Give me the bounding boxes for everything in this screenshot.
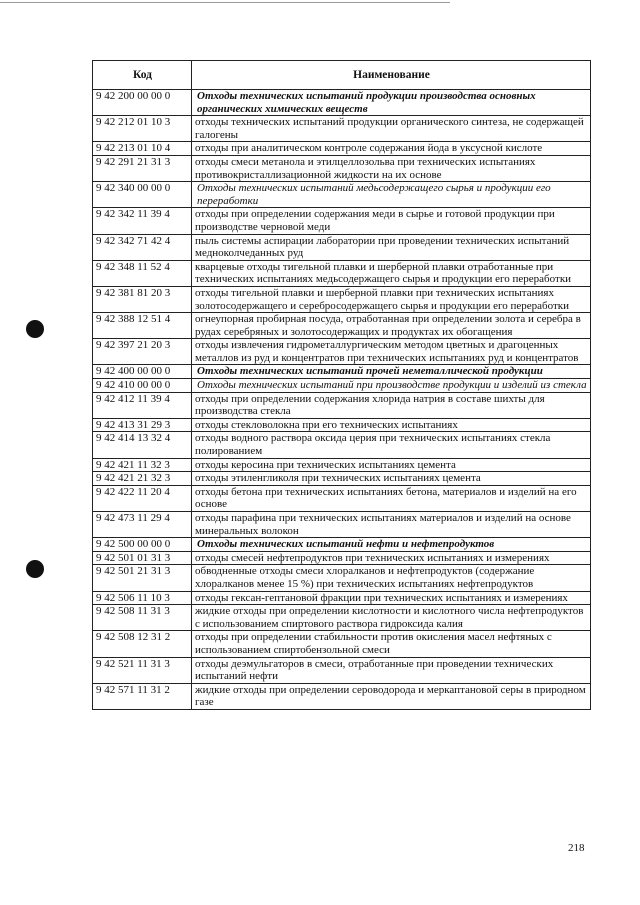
- row-code: 9 42 473 11 29 4: [93, 512, 192, 538]
- row-name: обводненные отходы смеси хлоралканов и нефтепродуктов (содержание хлоралканов менее 15 %) при технических испытаниях нефтепродуктов: [192, 565, 591, 591]
- row-name: жидкие отходы при определении кислотности и кислотного числа нефтепродуктов с использованием спиртового раствора гидроксида калия: [192, 605, 591, 631]
- row-code: 9 42 340 00 00 0: [93, 182, 192, 208]
- row-name: отходы смеси метанола и этилцеллозольва при технических испытаниях противокристаллизационной жидкости на их основе: [192, 155, 591, 181]
- row-code: 9 42 213 01 10 4: [93, 142, 192, 156]
- table-row: [93, 379, 591, 393]
- row-code: 9 42 421 11 32 3: [93, 458, 192, 472]
- row-name: Отходы технических испытаний нефти и нефтепродуктов: [192, 538, 591, 552]
- row-code: 9 42 400 00 00 0: [93, 365, 192, 379]
- table-row: [93, 182, 591, 208]
- row-code: 9 42 410 00 00 0: [93, 379, 192, 393]
- row-code: 9 42 397 21 20 3: [93, 339, 192, 365]
- table-row: [93, 116, 591, 142]
- row-name: отходы смесей нефтепродуктов при технических испытаниях и измерениях: [192, 551, 591, 565]
- table-header-row: [93, 61, 591, 90]
- row-code: 9 42 506 11 10 3: [93, 591, 192, 605]
- row-code: 9 42 200 00 00 0: [93, 90, 192, 116]
- page-number: 218: [568, 842, 585, 854]
- binder-hole: [26, 560, 44, 578]
- table-row: [93, 155, 591, 181]
- row-code: 9 42 291 21 31 3: [93, 155, 192, 181]
- table-row: [93, 551, 591, 565]
- row-code: 9 42 413 31 29 3: [93, 418, 192, 432]
- row-name: кварцевые отходы тигельной плавки и шерберной плавки отработанные при технических испытаниях медьсодержащего сырья и продукции его переработки: [192, 260, 591, 286]
- row-code: 9 42 388 12 51 4: [93, 313, 192, 339]
- row-name: Отходы технических испытаний медьсодержащего сырья и продукции его переработки: [192, 182, 591, 208]
- table-row: [93, 591, 591, 605]
- table-row: [93, 90, 591, 116]
- row-name: отходы парафина при технических испытаниях материалов и изделий на основе минеральных волокон: [192, 512, 591, 538]
- row-code: 9 42 501 21 31 3: [93, 565, 192, 591]
- row-name: Отходы технических испытаний при производстве продукции и изделий из стекла: [192, 379, 591, 393]
- table-row: [93, 472, 591, 486]
- table-row: [93, 339, 591, 365]
- row-name: отходы водного раствора оксида церия при технических испытаниях стекла полированием: [192, 432, 591, 458]
- waste-codes-table: [92, 60, 591, 710]
- row-name: отходы деэмульгаторов в смеси, отработанные при проведении технических испытаний нефти: [192, 657, 591, 683]
- table-row: [93, 392, 591, 418]
- table-row: [93, 365, 591, 379]
- row-name: Отходы технических испытаний продукции производства основных органических химических веществ: [192, 90, 591, 116]
- row-code: 9 42 508 12 31 2: [93, 631, 192, 657]
- table-row: [93, 512, 591, 538]
- header-code: Код: [93, 61, 192, 90]
- top-rule: [0, 2, 450, 3]
- row-name: отходы бетона при технических испытаниях бетона, материалов и изделий на его основе: [192, 485, 591, 511]
- table-row: [93, 313, 591, 339]
- row-name: отходы тигельной плавки и шерберной плавки при технических испытаниях золотосодержащего и серебросодержащего сырья и продукции его переработки: [192, 286, 591, 312]
- table-row: [93, 631, 591, 657]
- row-name: Отходы технических испытаний прочей неметаллической продукции: [192, 365, 591, 379]
- row-code: 9 42 412 11 39 4: [93, 392, 192, 418]
- table-row: [93, 605, 591, 631]
- table-row: [93, 538, 591, 552]
- row-code: 9 42 500 00 00 0: [93, 538, 192, 552]
- row-code: 9 42 421 21 32 3: [93, 472, 192, 486]
- row-name: жидкие отходы при определении сероводорода и меркаптановой серы в природном газе: [192, 683, 591, 709]
- table-row: [93, 485, 591, 511]
- table-row: [93, 683, 591, 709]
- row-name: огнеупорная пробирная посуда, отработанная при определении золота и серебра в рудах серебряных и золотосодержащих и продуктах их обогащения: [192, 313, 591, 339]
- row-name: отходы извлечения гидрометаллургическим методом цветных и драгоценных металлов из руд и концентратов при технических испытаниях руд и концентратов: [192, 339, 591, 365]
- table-body: [93, 90, 591, 710]
- row-name: отходы этиленгликоля при технических испытаниях цемента: [192, 472, 591, 486]
- row-code: 9 42 571 11 31 2: [93, 683, 192, 709]
- table-row: [93, 208, 591, 234]
- row-name: отходы при аналитическом контроле содержания йода в уксусной кислоте: [192, 142, 591, 156]
- row-code: 9 42 381 81 20 3: [93, 286, 192, 312]
- row-code: 9 42 414 13 32 4: [93, 432, 192, 458]
- row-code: 9 42 212 01 10 3: [93, 116, 192, 142]
- row-name: отходы гексан-гептановой фракции при технических испытаниях и измерениях: [192, 591, 591, 605]
- header-name: Наименование: [192, 61, 591, 90]
- table-row: [93, 142, 591, 156]
- row-code: 9 42 501 01 31 3: [93, 551, 192, 565]
- row-name: отходы керосина при технических испытаниях цемента: [192, 458, 591, 472]
- row-code: 9 42 508 11 31 3: [93, 605, 192, 631]
- table-row: [93, 565, 591, 591]
- table-row: [93, 432, 591, 458]
- table-row: [93, 234, 591, 260]
- binder-hole: [26, 320, 44, 338]
- row-name: пыль системы аспирации лаборатории при проведении технических испытаний медноколчеданных руд: [192, 234, 591, 260]
- row-name: отходы технических испытаний продукции органического синтеза, не содержащей галогены: [192, 116, 591, 142]
- row-name: отходы при определении стабильности против окисления масел нефтяных с использованием спиртобензольной смеси: [192, 631, 591, 657]
- row-code: 9 42 422 11 20 4: [93, 485, 192, 511]
- row-name: отходы при определении содержания меди в сырье и готовой продукции при производстве черновой меди: [192, 208, 591, 234]
- row-name: отходы при определении содержания хлорида натрия в составе шихты для производства стекла: [192, 392, 591, 418]
- row-name: отходы стекловолокна при его технических испытаниях: [192, 418, 591, 432]
- table-row: [93, 418, 591, 432]
- row-code: 9 42 348 11 52 4: [93, 260, 192, 286]
- row-code: 9 42 342 11 39 4: [93, 208, 192, 234]
- row-code: 9 42 342 71 42 4: [93, 234, 192, 260]
- table-row: [93, 657, 591, 683]
- table-row: [93, 458, 591, 472]
- row-code: 9 42 521 11 31 3: [93, 657, 192, 683]
- table-row: [93, 260, 591, 286]
- table-row: [93, 286, 591, 312]
